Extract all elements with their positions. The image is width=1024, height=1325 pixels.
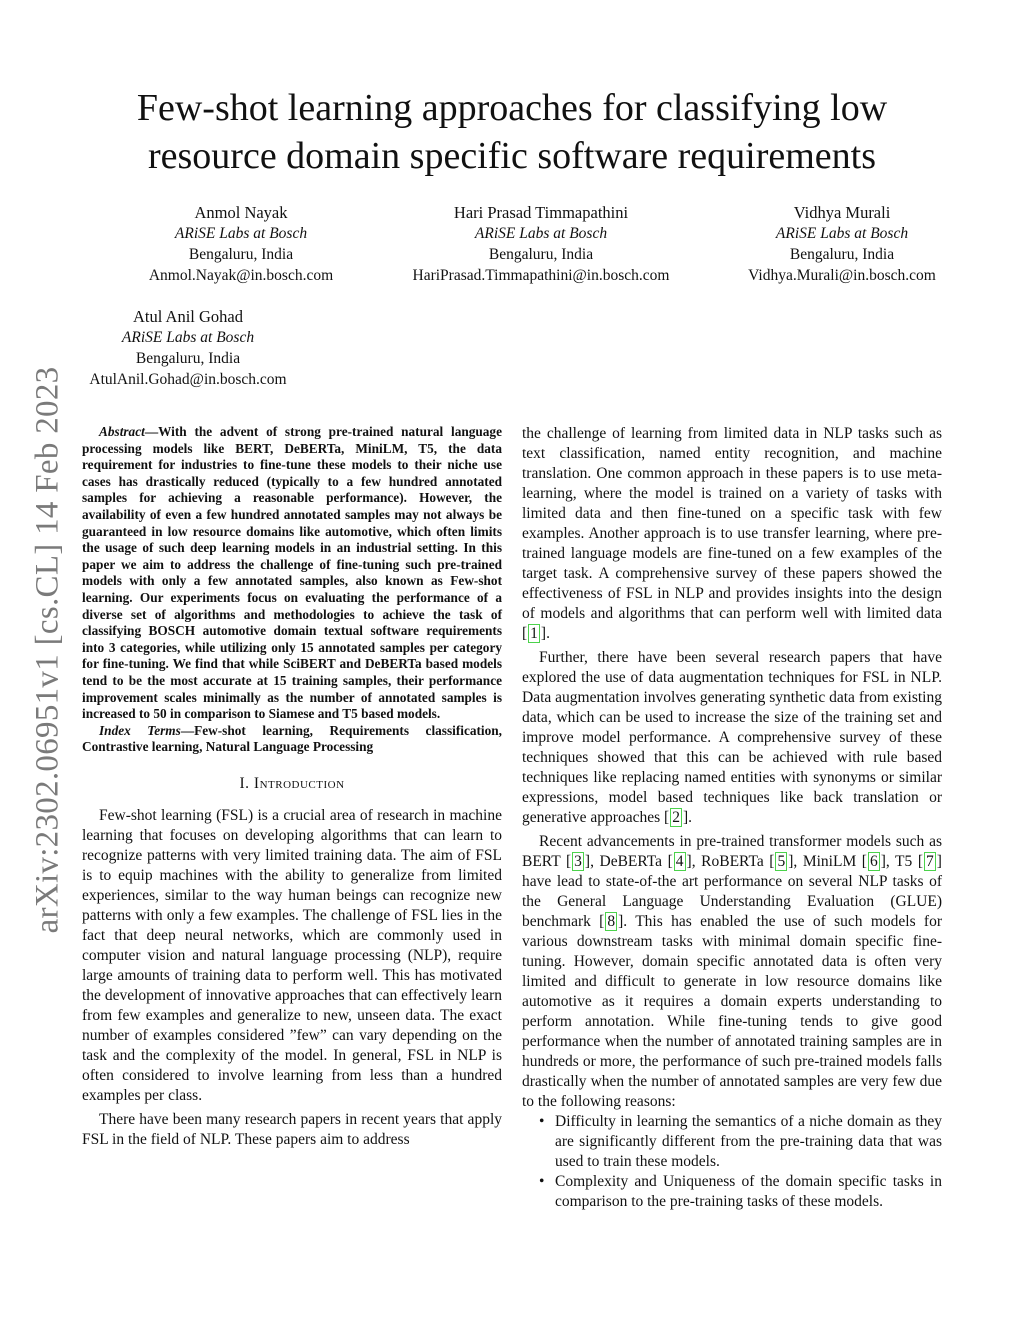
left-column xyxy=(82,424,502,1150)
paragraph-text: , MiniLM xyxy=(793,853,857,870)
author-block-4 xyxy=(72,306,304,390)
list-item xyxy=(522,1172,942,1212)
author-block-2 xyxy=(396,202,686,286)
index-terms-label: Index Terms xyxy=(99,722,181,738)
author-location: Bengaluru, India xyxy=(188,246,294,263)
paper-title: Few-shot learning approaches for classifying low resource domain specific software requirements xyxy=(136,87,888,177)
author-affiliation: ARiSE Labs at Bosch xyxy=(775,225,909,242)
section-title: Introduction xyxy=(253,774,345,792)
author-name: Vidhya Murali xyxy=(793,203,891,222)
paragraph-text: the challenge of learning from limited data in NLP tasks such as text classification, named entity recognition, and machine translation. One common approach in these papers is to use meta-learning, where the model is trained on a variety of tasks with limited data and then fine-tuned on a specific task with few examples. Another approach is to use transfer learning, where pre-trained language models are fine-tuned on a few examples of the target task. A comprehensive survey of these papers showed the effectiveness of FSL in NLP and provides insights into the design of models and algorithms that can perform well with limited data xyxy=(522,425,942,622)
paragraph-text: . This has enabled the use of such models for various downstream tasks with minimal domain specific fine-tuning. However, domain specific annotated data is often very limited and difficult to generate in low resource domains like automotive as it requires a domain experts understanding to perform annotation. While fine-tuning tends to give good performance when the number of annotated training samples are in hundreds or more, the performance of such pre-trained models falls drastically when the number of annotated samples are very few due to the following reasons: xyxy=(522,913,942,1110)
abstract: Abstract—With the advent of strong pre-trained natural language processing models like BERT, DeBERTa, MiniLM, T5, the data requirement for industries to fine-tune these models to their niche use cases has drastically reduced (typically to a few hundred annotated samples for achieving a reasonable performance). However, the availability of even a few hundred annotated samples may not always be guaranteed in low resource domains like automotive, which often limits the usage of such deep learning models in an industrial setting. In this paper we aim to address the challenge of fine-tuning such pre-trained models with only a few annotated samples, also known as Few-shot learning. Our experiments focus on evaluating the performance of a diverse set of algorithms and methodologies to achieve the task of classifying BOSCH automotive domain textual software requirements into 3 categories, while utilizing only 15 annotated samples per category for fine-tuning. We find that while SciBERT and DeBERTa based models tend to be the most accurate at 15 training samples, their performance improvement scales minimally as the number of annotated samples is increased to 50 in comparison to Siamese and T5 based models. xyxy=(82,424,502,722)
author-location: Bengaluru, India xyxy=(488,246,594,263)
citation-link[interactable]: 1 xyxy=(530,625,538,642)
list-item-text: Difficulty in learning the semantics of a niche domain as they are significantly different from the pre-training data that was used to train these models. xyxy=(555,1113,942,1170)
reasons-list xyxy=(522,1112,942,1212)
citation-link[interactable]: 3 xyxy=(574,853,582,870)
author-email: Anmol.Nayak@in.bosch.com xyxy=(148,267,334,284)
author-name: Hari Prasad Timmapathini xyxy=(453,203,629,222)
author-email: Vidhya.Murali@in.bosch.com xyxy=(748,267,936,284)
author-location: Bengaluru, India xyxy=(135,350,241,367)
citation-link[interactable]: 8 xyxy=(607,913,616,930)
citation-link[interactable]: 2 xyxy=(672,809,680,826)
intro-paragraph-1: Few-shot learning (FSL) is a crucial area of research in machine learning that focuses on developing algorithms that can learn to recognize patterns with very limited training data. The aim of FSL is to equip machines with the ability to generalize from limited experiences, similar to the way human beings can recognize new patterns with only a few examples. The challenge of FSL lies in the fact that deep neural networks, which are commonly used in computer vision and natural language processing (NLP), require large amounts of training data to perform well. This has motivated the development of innovative approaches that can effectively learn from few examples and generalize to new, unseen data. The exact number of examples considered ”few” can vary depending on the task and the complexity of the model. In general, FSL in NLP is often considered to involve learning from less than a hundred examples per class. xyxy=(82,806,502,1104)
right-paragraph-3: Recent advancements in pre-trained transformer models such as BERT [ 3 ], DeBERTa [ 4 ], RoBERTa [ 5 ], MiniLM [ 6 ], T5 [ 7 ] have lead to state-of-the art performance on several NLP tasks of the General Language Understanding Evaluation (GLUE) benchmark [ 8 ]. This has enabled the use of such models for various downstream tasks with minimal domain specific fine-tuning. However, domain specific annotated data is often very limited and difficult to generate in low resource domains like automotive as it requires a domain experts understanding to perform annotation. While fine-tuning tends to give good performance when the number of annotated training samples are in hundreds or more, the performance of such pre-trained models falls drastically when the number of annotated samples are very few due to the following reasons: xyxy=(522,833,942,1110)
section-number: I. xyxy=(239,774,250,792)
paragraph-text: , T5 xyxy=(885,853,913,870)
author-email: HariPrasad.Timmapathini@in.bosch.com xyxy=(412,267,670,284)
arxiv-sidebar-stamp xyxy=(18,355,78,945)
bullet-icon: • xyxy=(539,1173,545,1190)
index-terms-text: Few-shot learning, Requirements classification, Contrastive learning, Natural Language Processing xyxy=(82,722,502,755)
author-affiliation: ARiSE Labs at Bosch xyxy=(121,329,255,346)
paragraph-text: Further, there have been several research papers that have explored the use of data augmentation techniques for FSL in NLP. Data augmentation involves generating synthetic data from existing data, which can be used to increase the size of the training set and improve model performance. A comprehensive survey of these techniques showed that this can be achieved with rule based techniques like replacing named entities with synonyms or similar expressions, model based techniques like back translation or generative approaches xyxy=(522,649,942,826)
paragraph-text: , DeBERTa xyxy=(590,853,663,870)
paragraph-text: Recent advancements in pre-trained transformer models such as BERT xyxy=(522,833,942,870)
intro-paragraph-2: There have been many research papers in recent years that apply FSL in the field of NLP. These papers aim to address xyxy=(82,1110,502,1148)
citation-link[interactable]: 5 xyxy=(777,853,786,870)
list-item-text: Complexity and Uniqueness of the domain specific tasks in comparison to the pre-training tasks of these models. xyxy=(555,1173,942,1210)
citation-link[interactable]: 4 xyxy=(675,853,684,870)
author-affiliation: ARiSE Labs at Bosch xyxy=(474,225,608,242)
author-block-1 xyxy=(140,202,342,286)
section-heading-introduction xyxy=(82,774,502,794)
arxiv-identifier: arXiv:2302.06951v1 [cs.CL] 14 Feb 2023 xyxy=(29,366,66,934)
right-paragraph-2: Further, there have been several research papers that have explored the use of data augmentation techniques for FSL in NLP. Data augmentation involves generating synthetic data from existing data, which can be used to increase the size of the training set and improve model performance. A comprehensive survey of these techniques showed that this can be achieved with rule based techniques like replacing named entities with synonyms or similar expressions, model based techniques like back translation or generative approaches [ 2 ]. xyxy=(522,649,942,826)
paragraph-text: have lead to state-of-the art performance on several NLP tasks of the General Language Understanding Evaluation (GLUE) benchmark xyxy=(522,873,942,930)
author-affiliation: ARiSE Labs at Bosch xyxy=(174,225,308,242)
paragraph-text: , RoBERTa xyxy=(691,853,764,870)
abstract-text: With the advent of strong pre-trained natural language processing models like BERT, DeBERTa, MiniLM, T5, the data requirement for industries to fine-tune these models to their niche use cases has drastically reduced (typically to a few hundred annotated samples for achieving a reasonable performance). However, the availability of even a few hundred annotated samples may not always be guaranteed in low resource domains like automotive, which often limits the usage of such deep learning models in an industrial setting. In this paper we aim to address the challenge of fine-tuning such pre-trained models with only a few annotated samples, also known as Few-shot learning. Our experiments focus on evaluating the performance of a diverse set of algorithms and methodologies to achieve the task of classifying BOSCH automotive domain textual software requirements into 3 categories, while utilizing only 15 annotated samples per category for fine-tuning. We find that while SciBERT and DeBERTa based models tend to be the most accurate at 15 training samples, their performance improvement scales minimally as the number of annotated samples is increased to 50 in comparison to Siamese and T5 based models. xyxy=(82,424,502,722)
author-name: Atul Anil Gohad xyxy=(133,307,243,326)
citation-link[interactable]: 7 xyxy=(926,853,934,870)
index-terms: Index Terms—Few-shot learning, Requirements classification, Contrastive learning, Natural Language Processing xyxy=(82,722,502,755)
list-item xyxy=(522,1112,942,1172)
author-name: Anmol Nayak xyxy=(194,203,288,222)
right-column xyxy=(522,424,942,1212)
author-block-3 xyxy=(734,202,950,286)
abstract-label: Abstract xyxy=(99,424,145,439)
bullet-icon: • xyxy=(539,1113,545,1130)
author-location: Bengaluru, India xyxy=(789,246,895,263)
author-email: AtulAnil.Gohad@in.bosch.com xyxy=(89,371,287,388)
citation-link[interactable]: 6 xyxy=(869,853,878,870)
right-paragraph-1: the challenge of learning from limited data in NLP tasks such as text classification, named entity recognition, and machine translation. One common approach in these papers is to use meta-learning, where the model is trained on a variety of tasks with limited data and then fine-tuned on a specific task with few examples. Another approach is to use transfer learning, where pre-trained language models are fine-tuned on a few examples of the target task. A comprehensive survey of these papers showed the effectiveness of FSL in NLP and provides insights into the design of models and algorithms that can perform well with limited data [ 1 ]. xyxy=(522,425,942,642)
